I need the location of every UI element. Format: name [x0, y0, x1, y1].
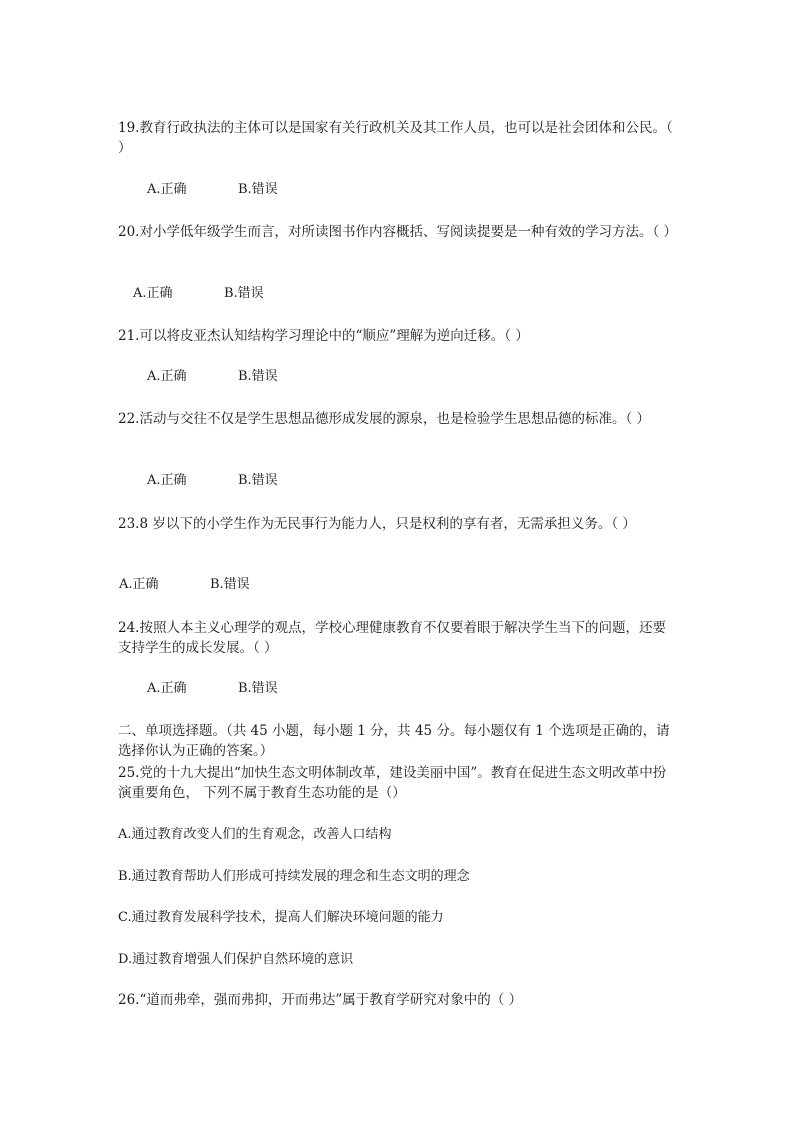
question-25-option-c[interactable]: C.通过教育发展科学技术，提高人们解决环境问题的能力 — [118, 910, 444, 925]
question-24-stem: 24.按照人本主义心理学的观点，学校心理健康教育不仅要着眼于解决学生当下的问题，还要支持学生的成长发展。（ ） — [118, 620, 666, 656]
question-26-stem: 26.“道而弗牵，强而弗抑，开而弗达”属于教育学研究对象中的（ ） — [118, 992, 523, 1008]
question-20-option-a[interactable]: A.正确 — [133, 286, 173, 301]
question-19-option-b[interactable]: B.错误 — [238, 182, 278, 197]
question-21-stem: 21.可以将皮亚杰认知结构学习理论中的“顺应”理解为逆向迁移。（ ） — [118, 328, 529, 344]
question-19-option-a[interactable]: A.正确 — [147, 182, 187, 197]
question-22-option-a[interactable]: A.正确 — [147, 473, 187, 488]
question-23-option-a[interactable]: A.正确 — [119, 577, 159, 592]
section-2-heading: 二、单项选择题。（共 45 小题，每小题 1 分，共 45 分。每小题仅有 1 个选项是正确的，请选择你认为正确的答案。） — [118, 723, 670, 759]
question-22-stem: 22.活动与交往不仅是学生思想品德形成发展的源泉，也是检验学生思想品德的标准。（ ） — [118, 411, 651, 427]
question-23-stem: 23.8 岁以下的小学生作为无民事行为能力人，只是权利的享有者，无需承担义务。（ ） — [118, 516, 636, 532]
question-24-option-a[interactable]: A.正确 — [147, 681, 187, 696]
question-20-option-b[interactable]: B.错误 — [224, 286, 264, 301]
question-24-option-b[interactable]: B.错误 — [238, 681, 278, 696]
question-19-stem: 19.教育行政执法的主体可以是国家有关行政机关及其工作人员，也可以是社会团体和公民。（ ） — [118, 120, 673, 156]
question-21-option-b[interactable]: B.错误 — [238, 369, 278, 384]
question-23-option-b[interactable]: B.错误 — [210, 577, 250, 592]
question-22-option-b[interactable]: B.错误 — [238, 473, 278, 488]
question-25-option-b[interactable]: B.通过教育帮助人们形成可持续发展的理念和生态文明的理念 — [118, 869, 470, 884]
question-25-option-a[interactable]: A.通过教育改变人们的生育观念，改善人口结构 — [118, 827, 392, 842]
question-20-stem: 20.对小学低年级学生而言，对所读图书作内容概括、写阅读提要是一种有效的学习方法。（ ） — [118, 224, 678, 240]
question-25-stem: 25.党的十九大提出“加快生态文明体制改革，建设美丽中国”。教育在促进生态文明改革中扮演重要角色， 下列不属于教育生态功能的是（） — [118, 765, 667, 801]
question-21-option-a[interactable]: A.正确 — [147, 369, 187, 384]
question-25-option-d[interactable]: D.通过教育增强人们保护自然环境的意识 — [118, 952, 354, 967]
